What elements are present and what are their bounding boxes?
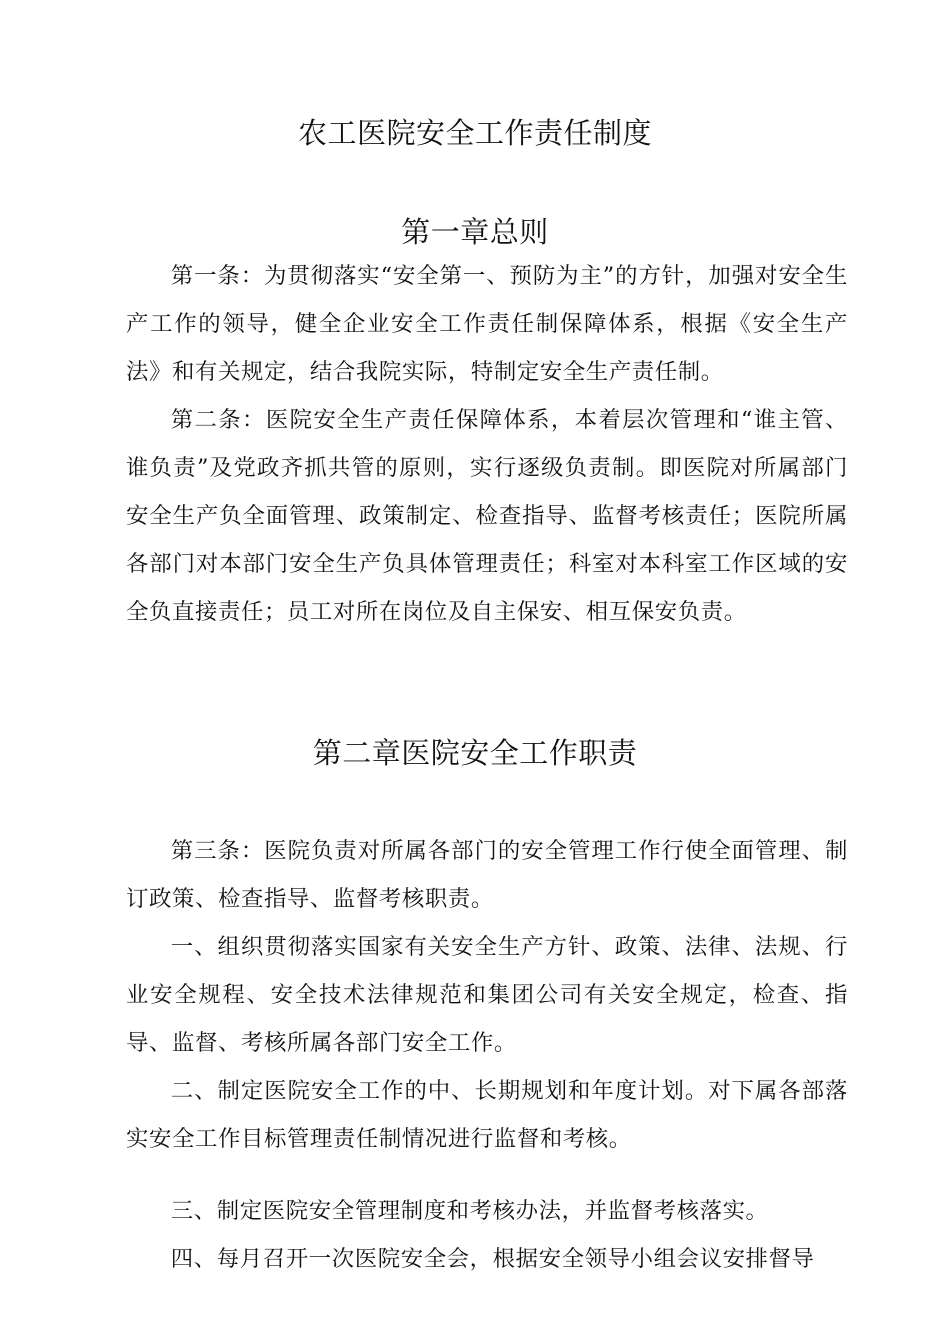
article-2-paragraph: 第二条：医院安全生产责任保障体系，本着层次管理和“谁主管、谁负责”及党政齐抓共管的原则，实行逐级负责制。即医院对所属部门安全生产负全面管理、政策制定、检查指导、监督考核责任；医院所属各部门对本部门安全生产负具体管理责任；科室对本科室工作区域的安全负直接责任；员工对所在岗位及自主保安、相互保安负责。 <box>126 407 848 625</box>
chapter-2-heading: 第二章医院安全工作职责 <box>312 736 638 770</box>
clause-3-paragraph: 三、制定医院安全管理制度和考核办法，并监督考核落实。 <box>170 1198 769 1224</box>
clause-1-paragraph: 一、组织贯彻落实国家有关安全生产方针、政策、法律、法规、行业安全规程、安全技术法律规范和集团公司有关安全规定，检查、指导、监督、考核所属各部门安全工作。 <box>126 934 848 1056</box>
clause-2-paragraph: 二、制定医院安全工作的中、长期规划和年度计划。对下属各部落实安全工作目标管理责任制情况进行监督和考核。 <box>126 1078 848 1152</box>
document-title: 农工医院安全工作责任制度 <box>297 116 652 150</box>
chapter-1-heading: 第一章总则 <box>401 215 549 249</box>
clause-4-paragraph: 四、每月召开一次医院安全会，根据安全领导小组会议安排督导 <box>170 1246 815 1272</box>
article-3-paragraph: 第三条：医院负责对所属各部门的安全管理工作行使全面管理、制订政策、检查指导、监督考核职责。 <box>126 838 848 912</box>
article-1-paragraph: 第一条：为贯彻落实“安全第一、预防为主”的方针，加强对安全生产工作的领导，健全企业安全工作责任制保障体系，根据《安全生产法》和有关规定，结合我院实际，特制定安全生产责任制。 <box>126 263 848 385</box>
